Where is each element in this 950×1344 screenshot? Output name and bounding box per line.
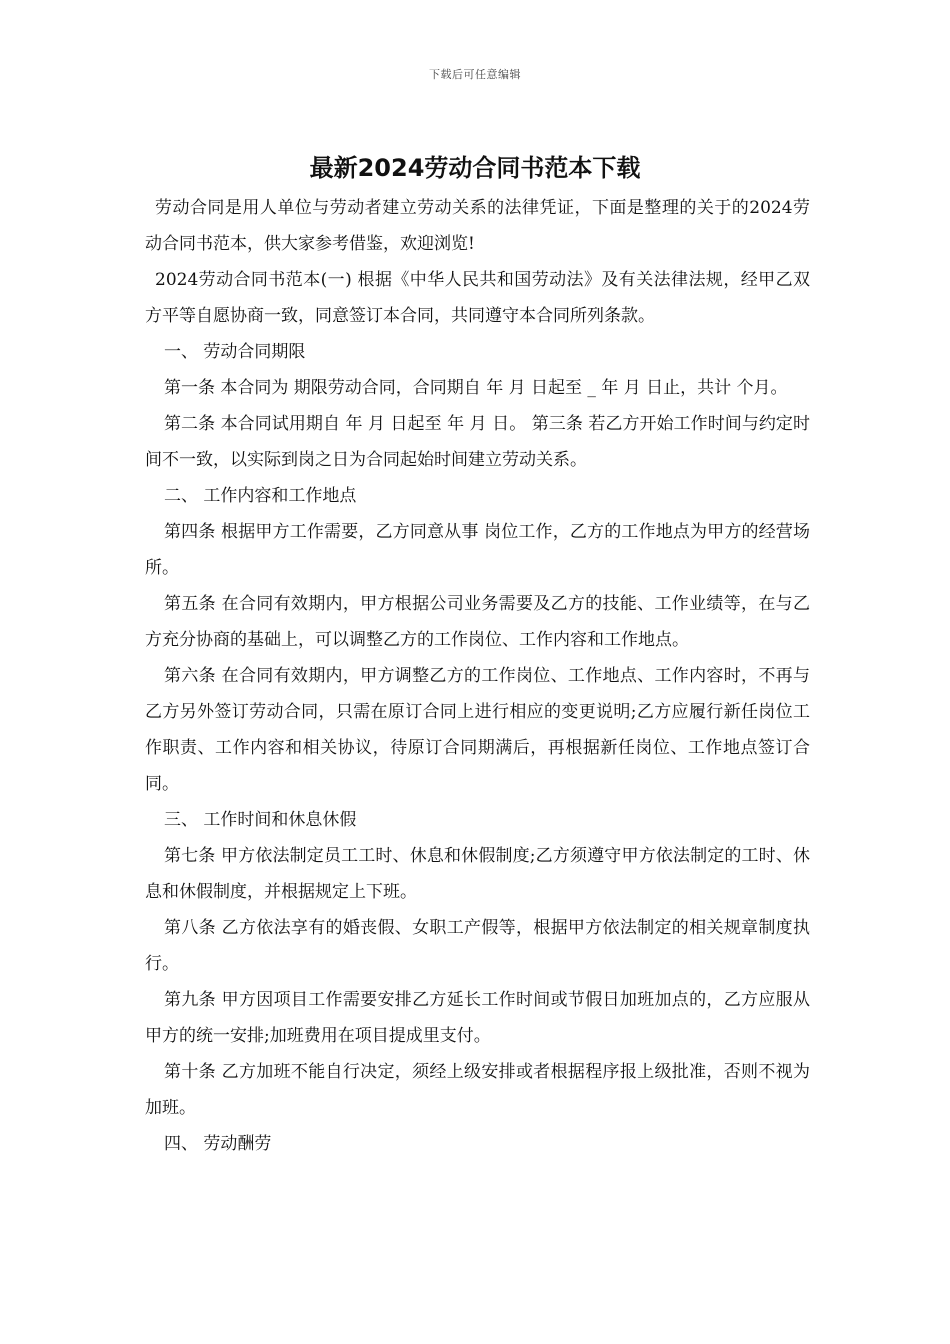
paragraph: 第五条 在合同有效期内，甲方根据公司业务需要及乙方的技能、工作业绩等，在与乙方充分协商的基础上，可以调整乙方的工作岗位、工作内容和工作地点。: [145, 594, 810, 650]
paragraph: 2024劳动合同书范本(一) 根据《中华人民共和国劳动法》及有关法律法规，经甲乙双方平等自愿协商一致，同意签订本合同，共同遵守本合同所列条款。: [145, 270, 810, 326]
paragraph: 第二条 本合同试用期自 年 月 日起至 年 月 日。 第三条 若乙方开始工作时间与约定时间不一致，以实际到岗之日为合同起始时间建立劳动关系。: [145, 414, 810, 470]
paragraph: 第八条 乙方依法享有的婚丧假、女职工产假等，根据甲方依法制定的相关规章制度执行。: [145, 918, 810, 974]
paragraph: 第四条 根据甲方工作需要，乙方同意从事 岗位工作，乙方的工作地点为甲方的经营场所。: [145, 522, 810, 578]
paragraph: 第七条 甲方依法制定员工工时、休息和休假制度;乙方须遵守甲方依法制定的工时、休息和休假制度，并根据规定上下班。: [145, 846, 810, 902]
document-title: 最新2024劳动合同书范本下载: [309, 154, 641, 182]
paragraph: 第一条 本合同为 期限劳动合同，合同期自 年 月 日起至 _ 年 月 日止，共计 个月。: [164, 378, 788, 398]
document-body: [145, 190, 810, 1162]
section-heading: 二、 工作内容和工作地点: [164, 486, 357, 506]
section-heading: 三、 工作时间和休息休假: [164, 810, 357, 830]
section-heading: 一、 劳动合同期限: [164, 342, 306, 362]
paragraph: 第六条 在合同有效期内，甲方调整乙方的工作岗位、工作地点、工作内容时，不再与乙方另外签订劳动合同，只需在原订合同上进行相应的变更说明;乙方应履行新任岗位工作职责、工作内容和相关协议，待原订合同期满后，再根据新任岗位、工作地点签订合同。: [145, 666, 810, 794]
paragraph: 劳动合同是用人单位与劳动者建立劳动关系的法律凭证，下面是整理的关于的2024劳动合同书范本，供大家参考借鉴，欢迎浏览!: [145, 198, 810, 254]
section-heading: 四、 劳动酬劳: [164, 1134, 272, 1154]
header-note: 下载后可任意编辑: [429, 68, 521, 81]
paragraph: 第九条 甲方因项目工作需要安排乙方延长工作时间或节假日加班加点的，乙方应服从甲方的统一安排;加班费用在项目提成里支付。: [145, 990, 810, 1046]
paragraph: 第十条 乙方加班不能自行决定，须经上级安排或者根据程序报上级批准，否则不视为加班。: [145, 1062, 810, 1118]
